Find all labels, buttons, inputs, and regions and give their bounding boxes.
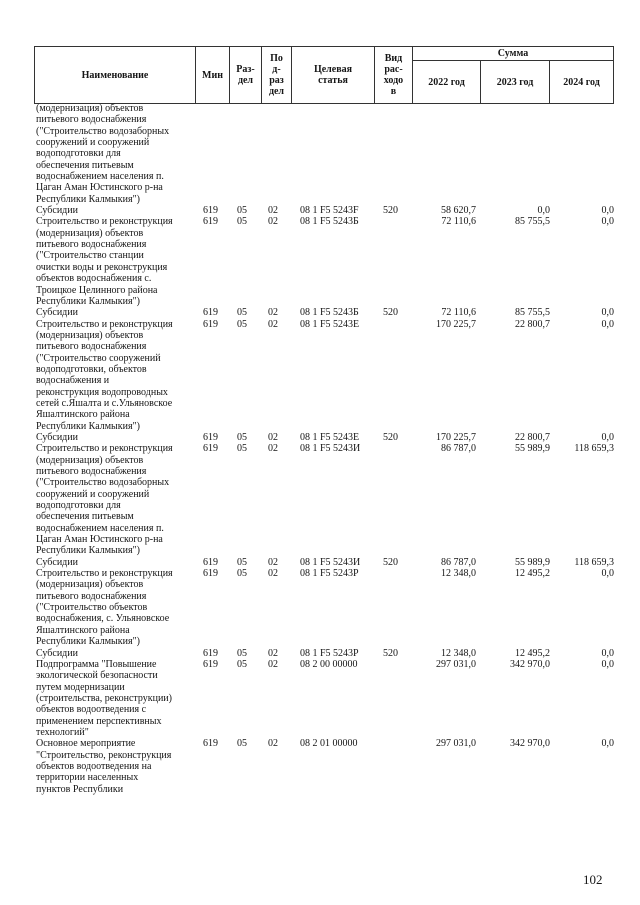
row-min: 619 xyxy=(203,658,218,670)
header-2023: 2023 год xyxy=(481,61,550,104)
row-cel: 08 1 F5 5243И xyxy=(300,443,361,455)
row-podr: 02 xyxy=(268,443,278,455)
table-row xyxy=(0,568,640,647)
row-s23: 85 755,5 xyxy=(515,216,550,228)
row-name: Строительство и реконструкция (модернизация) объектов питьевого водоснабжения ("Строительство станции очистки воды и реконструкция объектов водоснабжения с. Троицкое Целинного района Республики Калмыкия") xyxy=(36,216,173,307)
row-s24: 0,0 xyxy=(601,647,614,659)
row-cel: 08 1 F5 5243Р xyxy=(300,568,359,580)
table-row xyxy=(0,319,640,432)
row-s24: 0,0 xyxy=(601,431,614,443)
table-row xyxy=(0,659,640,738)
table-row xyxy=(0,205,640,216)
row-s23: 12 495,2 xyxy=(515,568,550,580)
row-name: Субсидии xyxy=(36,307,78,319)
row-s22: 86 787,0 xyxy=(441,556,476,568)
row-cel: 08 1 F5 5243Р xyxy=(300,647,359,659)
row-podr: 02 xyxy=(268,216,278,228)
row-s24: 0,0 xyxy=(601,307,614,319)
table-row xyxy=(0,648,640,659)
row-podr: 02 xyxy=(268,307,278,319)
row-s24: 118 659,3 xyxy=(574,556,614,568)
row-s23: 22 800,7 xyxy=(515,318,550,330)
row-min: 619 xyxy=(203,307,218,319)
header-min: Мин xyxy=(196,47,230,104)
row-name: Субсидии xyxy=(36,431,78,443)
row-podr: 02 xyxy=(268,318,278,330)
table-row xyxy=(0,307,640,318)
row-cel: 08 1 F5 5243Б xyxy=(300,307,359,319)
row-name: Подпрограмма "Повышение экологической безопасности путем модернизации (строительства, реконструкции) объектов водоотведения с применением перспективных технологий" xyxy=(36,658,172,738)
row-s23: 342 970,0 xyxy=(510,738,550,750)
row-razd: 05 xyxy=(237,647,247,659)
row-name: Субсидии xyxy=(36,556,78,568)
header-vid: Вид рас- ходо в xyxy=(375,47,413,104)
row-razd: 05 xyxy=(237,431,247,443)
header-razdel: Раз- дел xyxy=(230,47,262,104)
table-header xyxy=(34,46,614,104)
row-razd: 05 xyxy=(237,738,247,750)
header-celevaya: Целевая статья xyxy=(292,47,375,104)
row-s24: 118 659,3 xyxy=(574,443,614,455)
row-razd: 05 xyxy=(237,443,247,455)
header-name: Наименование xyxy=(35,47,196,104)
row-min: 619 xyxy=(203,431,218,443)
row-podr: 02 xyxy=(268,568,278,580)
row-name: Основное мероприятие "Строительство, реконструкция объектов водоотведения на территории населенных пунктов Республики xyxy=(36,738,172,795)
row-s24: 0,0 xyxy=(601,205,614,217)
header-podrazdel: По д- раз дел xyxy=(262,47,292,104)
row-razd: 05 xyxy=(237,568,247,580)
row-podr: 02 xyxy=(268,431,278,443)
row-name: Строительство и реконструкция (модернизация) объектов питьевого водоснабжения ("Строительство объектов водоснабжения, с. Ульяновское Яшалтинского района Республики Калмыкия") xyxy=(36,568,173,648)
row-s24: 0,0 xyxy=(601,318,614,330)
row-s22: 86 787,0 xyxy=(441,443,476,455)
row-s22: 170 225,7 xyxy=(436,318,476,330)
row-podr: 02 xyxy=(268,556,278,568)
row-s22: 297 031,0 xyxy=(436,738,476,750)
table-body xyxy=(0,103,640,795)
row-podr: 02 xyxy=(268,205,278,217)
row-name: Субсидии xyxy=(36,647,78,659)
header-summa: Сумма xyxy=(413,47,614,61)
row-s23: 22 800,7 xyxy=(515,431,550,443)
table-row xyxy=(0,216,640,307)
row-s23: 85 755,5 xyxy=(515,307,550,319)
row-cel: 08 1 F5 5243Е xyxy=(300,431,360,443)
table-row xyxy=(0,557,640,568)
row-s22: 72 110,6 xyxy=(441,216,476,228)
page-number: 102 xyxy=(583,872,603,887)
table-row xyxy=(0,432,640,443)
row-s22: 12 348,0 xyxy=(441,647,476,659)
row-vid: 520 xyxy=(383,431,398,443)
row-cel: 08 2 01 00000 xyxy=(300,738,358,750)
row-min: 619 xyxy=(203,568,218,580)
row-razd: 05 xyxy=(237,556,247,568)
row-vid: 520 xyxy=(383,205,398,217)
row-cel: 08 1 F5 5243Б xyxy=(300,216,359,228)
table-row xyxy=(0,103,640,205)
row-name: Строительство и реконструкция (модернизация) объектов питьевого водоснабжения ("Строительство сооружений водоподготовки, объектов водоснабжения и реконструкция водопроводных сетей с.Яшалта и с.Ульяновское Яшалтинского района Республики Калмыкия") xyxy=(36,318,173,432)
row-razd: 05 xyxy=(237,205,247,217)
row-razd: 05 xyxy=(237,658,247,670)
row-s22: 12 348,0 xyxy=(441,568,476,580)
row-s24: 0,0 xyxy=(601,658,614,670)
table-row xyxy=(0,443,640,556)
row-name: Строительство и реконструкция (модернизация) объектов питьевого водоснабжения ("Строительство водозаборных сооружений и сооружений водоподготовки для обеспечения питьевым водоснабжением населения п. Цаган Аман Юстинского р-на Республики Калмыкия") xyxy=(36,443,173,557)
row-name: Субсидии xyxy=(36,205,78,217)
row-vid: 520 xyxy=(383,307,398,319)
row-cel: 08 1 F5 5243Е xyxy=(300,318,360,330)
row-podr: 02 xyxy=(268,658,278,670)
row-s23: 0,0 xyxy=(537,205,550,217)
row-s22: 170 225,7 xyxy=(436,431,476,443)
row-vid: 520 xyxy=(383,556,398,568)
header-2024: 2024 год xyxy=(550,61,614,104)
row-s23: 55 989,9 xyxy=(515,443,550,455)
row-min: 619 xyxy=(203,647,218,659)
row-s24: 0,0 xyxy=(601,568,614,580)
row-name: (модернизация) объектов питьевого водоснабжения ("Строительство водозаборных сооружений и сооружений водоподготовки для обеспечения питьевым водоснабжением населения п. Цаган Аман Юстинского р-на Республики Калмыкия") xyxy=(36,103,170,205)
row-s22: 58 620,7 xyxy=(441,205,476,217)
row-min: 619 xyxy=(203,443,218,455)
row-s24: 0,0 xyxy=(601,216,614,228)
row-vid: 520 xyxy=(383,647,398,659)
row-cel: 08 1 F5 5243И xyxy=(300,556,361,568)
row-podr: 02 xyxy=(268,647,278,659)
row-podr: 02 xyxy=(268,738,278,750)
row-razd: 05 xyxy=(237,216,247,228)
row-s22: 297 031,0 xyxy=(436,658,476,670)
row-cel: 08 1 F5 5243F xyxy=(300,205,359,217)
row-min: 619 xyxy=(203,738,218,750)
row-s23: 12 495,2 xyxy=(515,647,550,659)
row-min: 619 xyxy=(203,318,218,330)
header-2022: 2022 год xyxy=(413,61,481,104)
row-s24: 0,0 xyxy=(601,738,614,750)
row-razd: 05 xyxy=(237,307,247,319)
row-s22: 72 110,6 xyxy=(441,307,476,319)
row-cel: 08 2 00 00000 xyxy=(300,658,358,670)
row-min: 619 xyxy=(203,216,218,228)
row-min: 619 xyxy=(203,205,218,217)
table-row xyxy=(0,738,640,795)
row-razd: 05 xyxy=(237,318,247,330)
row-min: 619 xyxy=(203,556,218,568)
row-s23: 55 989,9 xyxy=(515,556,550,568)
row-s23: 342 970,0 xyxy=(510,658,550,670)
